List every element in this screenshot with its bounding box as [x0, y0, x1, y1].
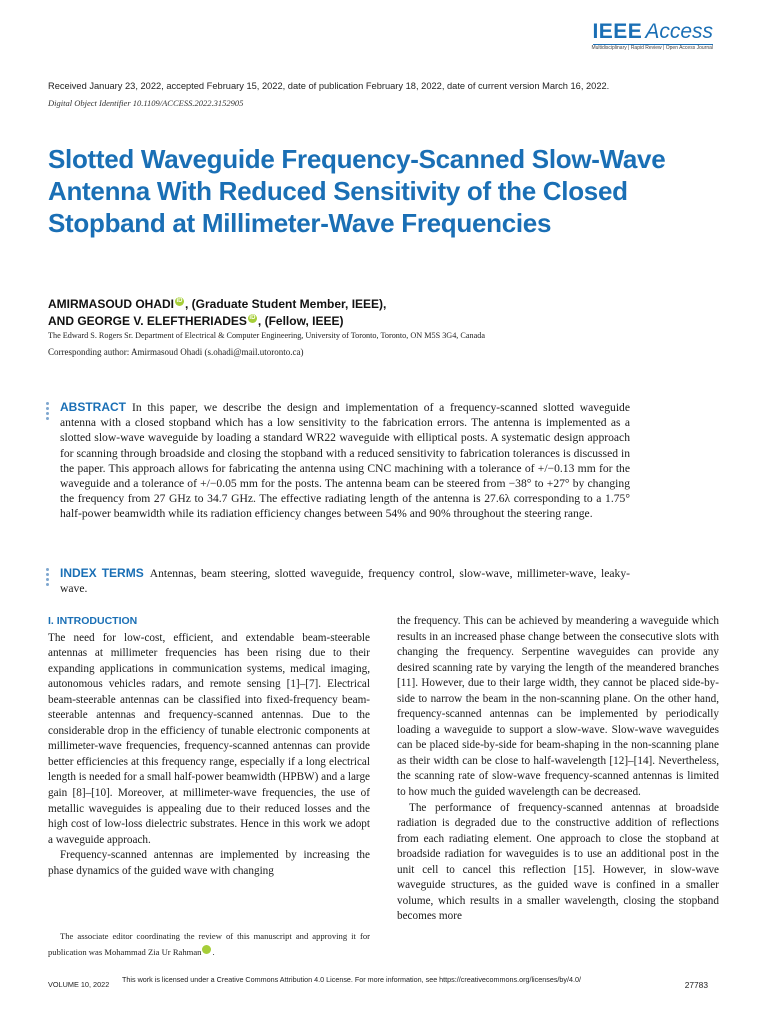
author-1-role: , (Graduate Student Member, IEEE),: [185, 297, 387, 311]
index-terms-block: [48, 566, 630, 596]
dots-marker-icon: [46, 402, 50, 422]
dots-marker-icon: [46, 568, 50, 588]
footer-license[interactable]: This work is licensed under a Creative Commons Attribution 4.0 License. For more information, see https://creativecommons.org/licenses/by/4.0/: [122, 975, 582, 984]
corresponding-author: Corresponding author: Amirmasoud Ohadi (s.ohadi@mail.utoronto.ca): [48, 347, 304, 357]
journal-logo: [591, 20, 713, 51]
paper-title: Slotted Waveguide Frequency-Scanned Slow-Wave Antenna With Reduced Sensitivity of the Closed Stopband at Millimeter-Wave Frequencies: [48, 144, 666, 238]
orcid-icon[interactable]: iD: [202, 945, 211, 954]
affiliation: The Edward S. Rogers Sr. Department of Electrical & Computer Engineering, University of Toronto, Toronto, ON M5S 3G4, Canada: [48, 331, 485, 340]
logo-ieee: IEEE: [592, 20, 643, 43]
intro-paragraph-1: The need for low-cost, efficient, and extendable beam-steerable antennas at millimeter frequencies has been rising due to their expanding applications in communication systems, medical imaging, autonomous vehicles radars, and remote sensing [1]–[7]. Electrical beam-steerable antennas can be classified into fixed-frequency beam-steerable antennas and frequency-scanned antennas. Due to the considerable drop in the efficiency of tunable electronic components at millimeter-wave frequencies, frequency-scanned antennas can provide better efficiencies at this frequency range, especially if a long electrical length is needed for a small half-power beamwidth (HPBW) and a large gain [8]–[10]. Moreover, at millimeter-wave frequencies, the use of metallic waveguides is appealing due to their reduced losses and the high cost of low-loss dielectric substrates. Hence in this work we adopt a waveguide approach.: [48, 631, 370, 846]
editor-note-end: .: [212, 947, 215, 957]
index-terms-text: Antennas, beam steering, slotted waveguide, frequency control, slow-wave, millimeter-wave, leaky-wave.: [60, 567, 630, 596]
author-1-name: AMIRMASOUD OHADI: [48, 297, 174, 311]
logo-access: Access: [645, 20, 713, 43]
index-terms-label: INDEX TERMS: [60, 566, 144, 580]
editor-note-text: The associate editor coordinating the review of this manuscript and approving it for publication was Mohammad Zia Ur Rahman: [48, 931, 370, 957]
logo-tagline: Multidisciplinary | Rapid Review | Open Access Journal: [591, 45, 713, 51]
intro-paragraph-3: the frequency. This can be achieved by meandering a waveguide which results in an increased phase change between the consecutive slots with changing the frequency. Serpentine waveguides can provide any desired scanning rate by varying the length of the meandered branches [11]. However, due to their large width, they cannot be placed side-by-side to narrow the beam in the non-scanning plane. On the other hand, frequency-scanned antennas can be implemented by periodically loading a waveguide to support a slow-wave. Slow-wave waveguides can be placed side-by-side for beam-shaping in the non-scanning plane as their width can be close to half-wavelength [12]–[14]. Nevertheless, the scanning rate of slow-wave frequency-scanned antennas is limited to how much the guided wavelength can be decreased.: [397, 615, 719, 799]
author-2-name: AND GEORGE V. ELEFTHERIADES: [48, 314, 247, 328]
intro-paragraph-2: Frequency-scanned antennas are implemented by increasing the phase dynamics of the guided wave with changing: [48, 849, 370, 877]
doi-label: Digital Object Identifier: [48, 98, 131, 108]
footer-page-number: 27783: [684, 980, 708, 990]
author-2-role: , (Fellow, IEEE): [257, 314, 344, 328]
orcid-icon[interactable]: iD: [249, 315, 256, 321]
footer-volume: VOLUME 10, 2022: [48, 980, 110, 989]
received-dates: Received January 23, 2022, accepted February 15, 2022, date of publication February 18, 2022, date of current version March 16, 2022.: [48, 81, 610, 91]
editor-footnote: [48, 928, 370, 960]
doi-line: [48, 98, 243, 108]
doi-value[interactable]: 10.1109/ACCESS.2022.3152905: [132, 98, 244, 108]
header-divider: [593, 44, 713, 45]
intro-paragraph-4: The performance of frequency-scanned antennas at broadside radiation is degraded due to the constructive addition of reflections from each radiating element. One approach to close the stopband at broadside radiation for waveguides is to use an additional post in the unit cell to cancel this reflection [15]. However, in slow-wave waveguide structures, as the guided wave is confined in a smaller volume, which results in a smaller wavelength, closing the stopband becomes more: [397, 801, 719, 923]
abstract-label: ABSTRACT: [60, 400, 126, 414]
author-list: [48, 296, 386, 330]
abstract-text: In this paper, we describe the design and implementation of a frequency-scanned slotted waveguide antenna with a closed stopband which has a low sensitivity to the fabrication errors. The antenna is implemented as a slotted slow-wave waveguide by loading a standard WR22 waveguide with elliptical posts. A systematic design approach for scanning through broadside and closing the stopband with a reduced sensitivity to fabrication tolerances is discussed in the paper. This approach allows for fabricating the antenna using CNC machining with a tolerance of +/−0.13 mm for the waveguide and a tolerance of +/−0.05 mm for the posts. The antenna beam can be steered from −38° to +27° by changing the frequency from 27 GHz to 34.7 GHz. The effective radiating length of the antenna is 27.6λ corresponding to a 1.75° half-power beamwidth while its radiation efficiency changes between 54% and 90% throughout the steering range.: [60, 401, 630, 521]
right-column: [397, 614, 719, 925]
orcid-icon[interactable]: iD: [176, 298, 183, 304]
abstract-block: [48, 400, 630, 522]
left-column: [48, 614, 370, 879]
section-heading: I. INTRODUCTION: [48, 615, 138, 627]
